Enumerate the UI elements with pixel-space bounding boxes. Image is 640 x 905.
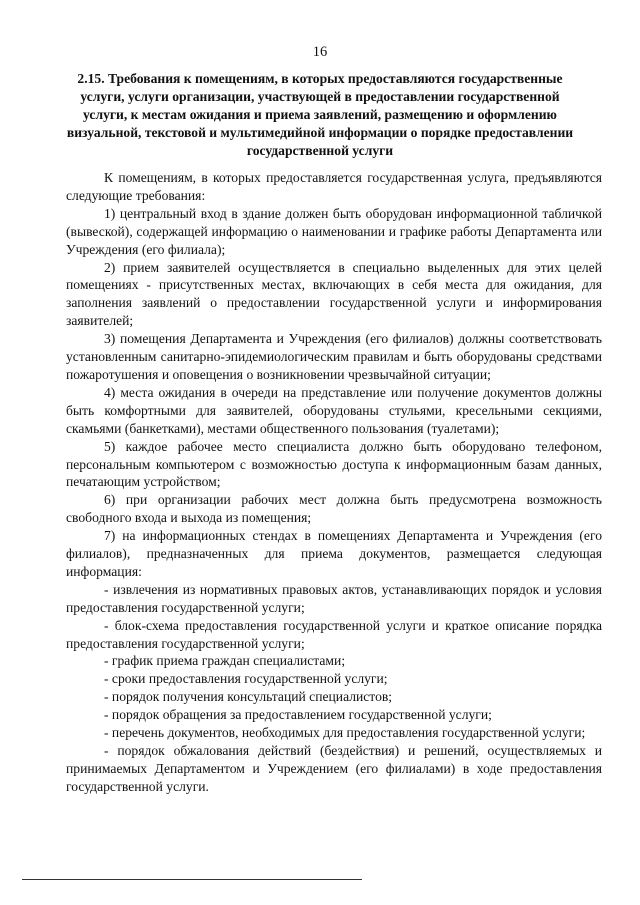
list-item: - перечень документов, необходимых для предоставления государственной услуги; [104,725,586,741]
list-item: - порядок получения консультаций специалистов; [104,689,393,705]
body-text [66,169,602,796]
list-item: - порядок обращения за предоставлением государственной услуги; [104,707,492,723]
paragraph: 3) помещения Департамента и Учреждения (его филиалов) должны соответствовать установленным санитарно-эпидемиологическим правилам и быть оборудованы средствами пожаротушения и оповещения о возникновении чрезвычайной ситуации; [66,331,602,382]
list-item: - график приема граждан специалистами; [104,653,346,669]
paragraph: 5) каждое рабочее место специалиста должно быть оборудовано телефоном, персональным компьютером с возможностью доступа к информационным базам данных, печатающим устройством; [66,438,602,490]
paragraph: 7) на информационных стендах в помещениях Департамента и Учреждения (его филиалов), предназначенных для приема документов, размещается следующая информация: [66,528,602,579]
paragraph: 4) места ожидания в очереди на представление или получение документов должны быть комфортными для заявителей, оборудованы стульями, кресельными секциями, скамьями (банкетками), местами общественного пользования (туалетами); [66,384,602,436]
list-item: - сроки предоставления государственной услуги; [104,671,388,687]
list-item: - извлечения из нормативных правовых актов, устанавливающих порядок и условия предоставления государственной услуги; [66,581,602,615]
list-item: - порядок обжалования действий (бездействия) и решений, осуществляемых и принимаемых Департаментом и Учреждением (его филиалами) в ходе предоставления государственной услуги. [66,743,602,794]
paragraph: 1) центральный вход в здание должен быть оборудован информационной табличкой (вывеской), содержащей информацию о наименовании и графике работы Департамента или Учреждения (его филиала); [66,205,602,257]
paragraph: 2) прием заявителей осуществляется в специально выделенных для этих целей помещениях - присутственных местах, включающих в себя места для ожидания, для заполнения заявлений о предоставлении государственной услуги и информирования заявителей; [66,259,602,329]
list-item: - блок-схема предоставления государственной услуги и краткое описание порядка предоставления государственной услуги; [66,617,602,651]
paragraph: К помещениям, в которых предоставляется государственная услуга, предъявляются следующие требования: [66,170,602,203]
paragraph: 6) при организации рабочих мест должна быть предусмотрена возможность свободного входа и выхода из помещения; [66,492,602,526]
section-heading: 2.15. Требования к помещениям, в которых предоставляются государственные услуги, услуги организации, участвующей в предоставлении государственной услуги, к местам ожидания и приема заявлений, размещению и оформлению визуальной, текстовой и мультимедийной информации о порядке предоставлении государственной услуги [66,71,574,158]
footer-rule [22,879,362,880]
page-number: 16 [312,44,328,60]
